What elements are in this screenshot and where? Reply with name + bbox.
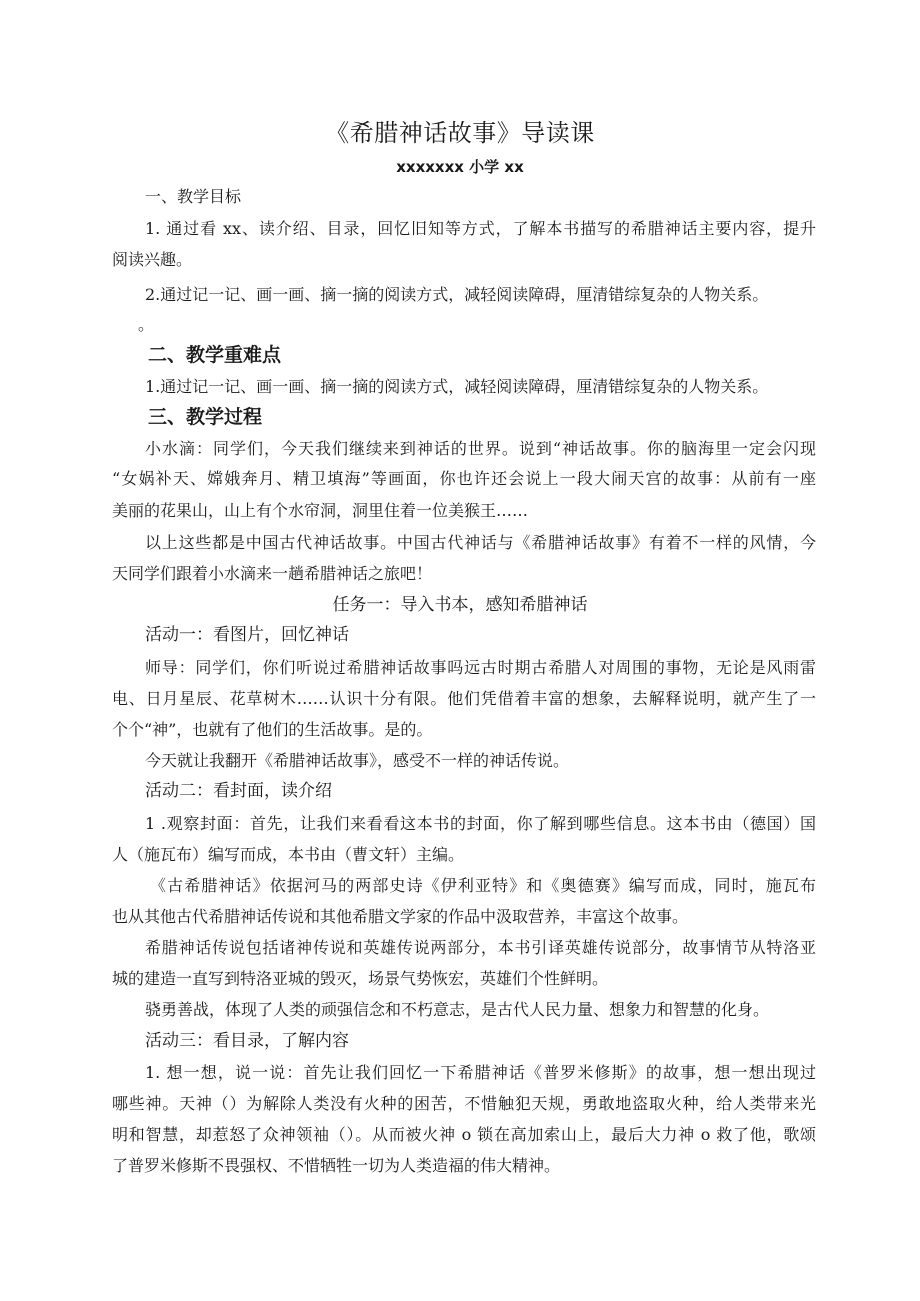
task-1-heading: 任务一：导入书本，感知希腊神话 bbox=[332, 595, 588, 615]
goal-1-line-1: 1. 通过看 xx、读介绍、目录，回忆旧知等方式，了解本书描写的希腊神话主要内容，提升 bbox=[145, 219, 816, 238]
paragraph-5-line-2: 人（施瓦布）编写而成，本书由（曹文轩）主编。 bbox=[112, 845, 465, 864]
paragraph-6-line-2: 也从其他古代希腊神话传说和其他希腊文学家的作品中汲取营养，丰富这个故事。 bbox=[112, 907, 689, 926]
paragraph-1-line-2: “女娲补天、嫦娥奔月、精卫填海”等画面，你也许还会说上一段大闹天宫的故事：从前有一座 bbox=[112, 469, 816, 488]
section-heading-teaching-goals: 一、教学目标 bbox=[145, 187, 242, 206]
paragraph-1-line-3: 美丽的花果山，山上有个水帘洞，洞里住着一位美猴王…… bbox=[112, 501, 529, 520]
document-title: 《希腊神话故事》导读课 bbox=[325, 119, 595, 147]
paragraph-3-line-2: 电、日月星辰、花草树木……认识十分有限。他们凭借着丰富的想象，去解释说明，就产生了一 bbox=[112, 689, 816, 708]
goal-1-line-2: 阅读兴趣。 bbox=[112, 250, 193, 269]
paragraph-9-line-2: 哪些神。天神（）为解除人类没有火种的困苦，不惜触犯天规，勇敢地盗取火种，给人类带来光 bbox=[112, 1094, 816, 1113]
paragraph-4: 今天就让我翻开《希腊神话故事》，感受不一样的神话传说。 bbox=[145, 751, 570, 770]
paragraph-7-line-2: 城的建造一直写到特洛亚城的毁灭，场景气势恢宏，英雄们个性鲜明。 bbox=[112, 969, 609, 988]
paragraph-7-line-1: 希腊神话传说包括诸神传说和英雄传说两部分，本书引译英雄传说部分，故事情节从特洛亚 bbox=[145, 938, 816, 957]
paragraph-3-line-1: 师导：同学们，你们听说过希腊神话故事吗远古时期古希腊人对周围的事物，无论是风雨雷 bbox=[145, 658, 816, 677]
paragraph-2-line-1: 以上这些都是中国古代神话故事。中国古代神话与《希腊神话故事》有着不一样的风情，今 bbox=[145, 533, 816, 552]
paragraph-5-line-1: 1 .观察封面：首先，让我们来看看这本书的封面，你了解到哪些信息。这本书由（德国）国 bbox=[145, 814, 816, 833]
paragraph-9-line-4: 了普罗米修斯不畏强权、不惜牺牲一切为人类造福的伟大精神。 bbox=[112, 1156, 561, 1175]
paragraph-1-line-1: 小水滴：同学们，今天我们继续来到神话的世界。说到“神话故事。你的脑海里一定会闪现 bbox=[145, 439, 816, 458]
key-point-1: 1.通过记一记、画一画、摘一摘的阅读方式，减轻阅读障碍，厘清错综复杂的人物关系。 bbox=[145, 377, 769, 396]
stray-mark: 。 bbox=[138, 315, 155, 334]
paragraph-3-line-3: 个个“神”，也就有了他们的生活故事。是的。 bbox=[112, 720, 433, 739]
paragraph-9-line-3: 明和智慧，却惹怒了众神领袖（）。从而被火神 o 锁在高加索山上，最后大力神 o 救了他，歌颂 bbox=[112, 1125, 816, 1144]
goal-2: 2.通过记一记、画一画、摘一摘的阅读方式，减轻阅读障碍，厘清错综复杂的人物关系。 bbox=[145, 285, 769, 304]
paragraph-2-line-2: 天同学们跟着小水滴来一趟希腊神话之旅吧！ bbox=[112, 564, 433, 583]
activity-3-heading: 活动三：看目录，了解内容 bbox=[145, 1031, 349, 1051]
section-heading-key-points: 二、教学重难点 bbox=[148, 344, 282, 366]
section-heading-teaching-process: 三、教学过程 bbox=[148, 406, 263, 428]
paragraph-6-line-1: 《古希腊神话》依据河马的两部史诗《伊利亚特》和《奥德赛》编写而成，同时，施瓦布 bbox=[150, 876, 816, 895]
paragraph-8: 骁勇善战，体现了人类的顽强信念和不朽意志，是古代人民力量、想象力和智慧的化身。 bbox=[145, 1000, 770, 1019]
activity-1-heading: 活动一：看图片，回忆神话 bbox=[145, 625, 349, 645]
paragraph-9-line-1: 1. 想一想，说一说：首先让我们回忆一下希腊神话《普罗米修斯》的故事，想一想出现过 bbox=[145, 1063, 816, 1082]
activity-2-heading: 活动二：看封面，读介绍 bbox=[145, 781, 332, 801]
document-subtitle: xxxxxxx 小学 xx bbox=[396, 158, 524, 176]
